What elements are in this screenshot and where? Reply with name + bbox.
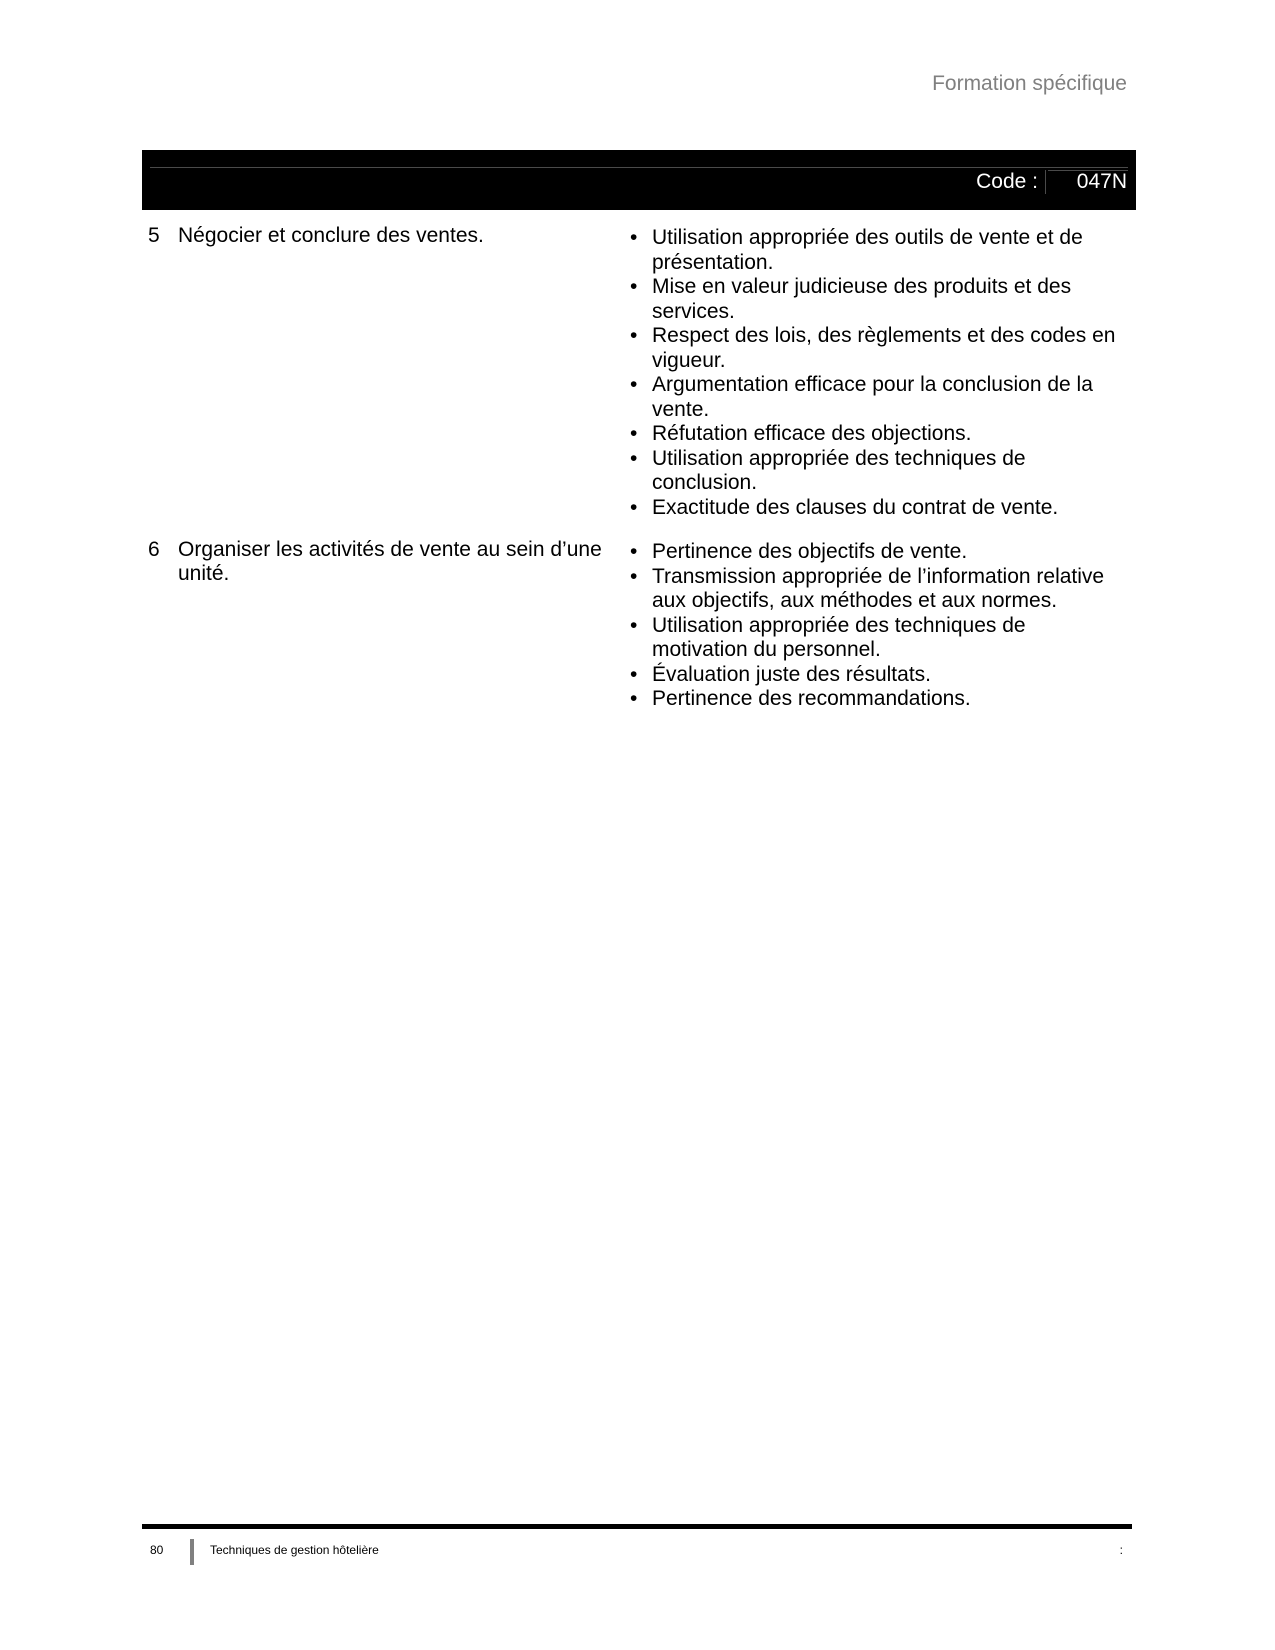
code-separator <box>1045 170 1046 194</box>
criterion-item: • Transmission appropriée de l’information relative aux objectifs, aux méthodes et aux normes. <box>630 565 1120 614</box>
criterion-item: • Réfutation efficace des objections. <box>630 422 1120 447</box>
element-text: Négocier et conclure des ventes. <box>178 224 484 247</box>
criterion-item: • Utilisation appropriée des techniques de conclusion. <box>630 447 1120 496</box>
footer-divider <box>190 1539 194 1565</box>
criterion-item: • Mise en valeur judicieuse des produits et des services. <box>630 275 1120 324</box>
footer-title: Techniques de gestion hôtelière <box>210 1543 379 1557</box>
footer-rule <box>142 1524 1132 1529</box>
page-number: 80 <box>150 1543 164 1557</box>
criterion-item: • Pertinence des recommandations. <box>630 687 1120 712</box>
criteria-list <box>630 540 1120 712</box>
criterion-item: • Utilisation appropriée des techniques de motivation du personnel. <box>630 614 1120 663</box>
footer-mark: : <box>1119 1543 1123 1557</box>
element-text: Organiser les activités de vente au sein d’une unité. <box>178 538 602 585</box>
element-number: 5 <box>148 224 160 247</box>
criterion-item: • Utilisation appropriée des outils de vente et de présentation. <box>630 226 1120 275</box>
code-value: 047N <box>1076 170 1127 193</box>
criteria-list <box>630 226 1120 520</box>
code-band <box>142 150 1136 210</box>
criterion-item: • Évaluation juste des résultats. <box>630 663 1120 688</box>
criterion-item: • Exactitude des clauses du contrat de vente. <box>630 496 1120 521</box>
competency-table <box>148 224 1138 710</box>
criterion-item: • Respect des lois, des règlements et des codes en vigueur. <box>630 324 1120 373</box>
element-cell <box>148 224 630 248</box>
band-rule <box>150 167 1128 168</box>
section-header: Formation spécifique <box>932 72 1127 95</box>
element-number: 6 <box>148 538 160 561</box>
criterion-item: • Argumentation efficace pour la conclusion de la vente. <box>630 373 1120 422</box>
criterion-item: • Pertinence des objectifs de vente. <box>630 540 1120 565</box>
table-row <box>148 538 1138 710</box>
table-row <box>148 224 1138 518</box>
code-label: Code : <box>976 170 1038 193</box>
element-cell <box>148 538 630 586</box>
